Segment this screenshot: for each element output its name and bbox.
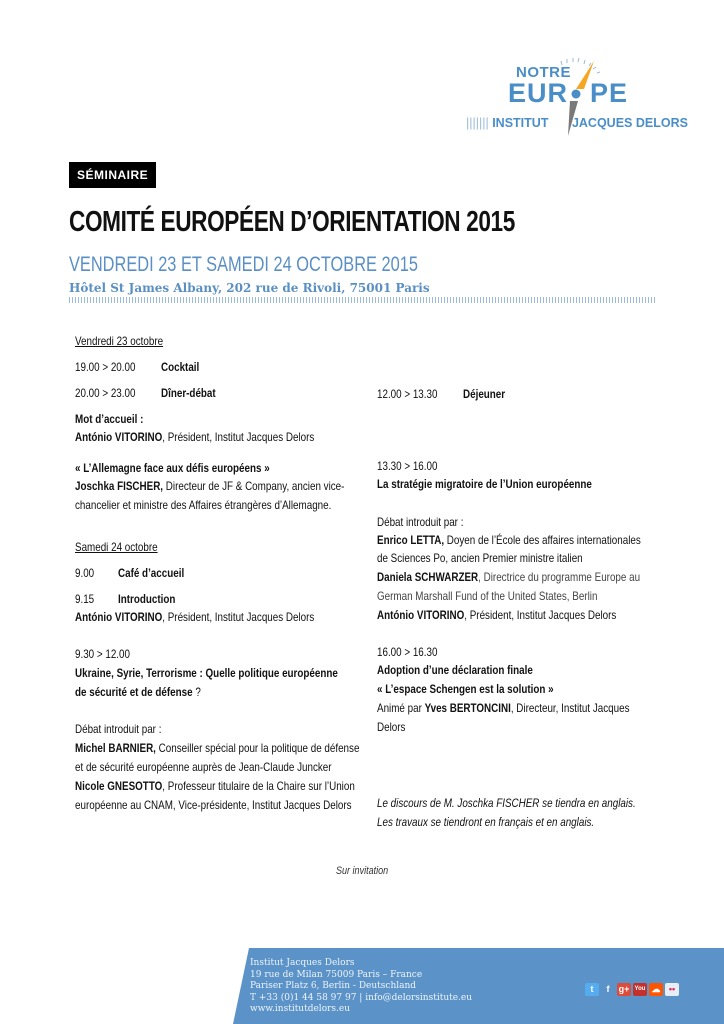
session-title-migration: La stratégie migratoire de l’Union européenne (377, 477, 592, 491)
session-title-security-cont (75, 684, 201, 700)
title-end: ? (192, 685, 201, 699)
speaker-role: , Président, Institut Jacques Delors (464, 608, 617, 622)
speaker-role: , Président, Institut Jacques Delors (162, 430, 315, 444)
session-title-diner: Dîner-débat (161, 386, 216, 400)
event-venue: Hôtel St James Albany, 202 rue de Rivoli, 75001 Paris (69, 281, 430, 295)
speaker-name: Yves BERTONCINI (424, 701, 511, 715)
day-heading-friday: Vendredi 23 octobre (75, 334, 164, 348)
panelist (377, 532, 641, 548)
dotted-divider (69, 297, 657, 303)
panelist-role-cont: européenne au CNAM, Vice-présidente, Institut Jacques Delors (75, 798, 352, 812)
speaker-name: Daniela SCHWARZER (377, 570, 479, 584)
session-quote: « L’espace Schengen est la solution » (377, 682, 554, 696)
logo-europe: EUR PE (508, 78, 629, 108)
footer-website[interactable]: www.institutdelors.eu (250, 1004, 351, 1014)
invitation-note: Sur invitation (336, 865, 389, 877)
session-time: 20.00 > 23.00 (75, 386, 136, 400)
panelist (377, 607, 616, 623)
footer-address-berlin: Pariser Platz 6, Berlin - Deutschland (250, 981, 417, 991)
social-icons (585, 983, 679, 996)
footer-org: Institut Jacques Delors (250, 958, 355, 968)
session-time: 12.00 > 13.30 (377, 387, 438, 401)
youtube-icon[interactable]: You (633, 983, 647, 996)
language-note-2: Les travaux se tiendront en français et en anglais. (377, 815, 595, 829)
footer-address-paris: 19 rue de Milan 75009 Paris – France (250, 969, 423, 980)
intro-speaker (75, 609, 314, 625)
speaker-role: , Professeur titulaire de la Chaire sur l’Union (162, 779, 355, 793)
speaker-role: , Directrice du programme Europe au (478, 570, 641, 584)
moderator-label: Animé par (377, 701, 425, 715)
logo-institut: ||||||| INSTITUT JACQUES DELORS (466, 116, 688, 130)
speaker-name: António VITORINO (75, 610, 163, 624)
session-time: 19.00 > 20.00 (75, 360, 136, 374)
google-plus-icon[interactable]: g+ (618, 984, 630, 994)
moderator (377, 700, 629, 716)
moderator-role-cont: Delors (377, 720, 406, 734)
language-note-1: Le discours de M. Joschka FISCHER se tiendra en anglais. (377, 796, 636, 810)
session-title-lunch: Déjeuner (463, 387, 506, 401)
speech-speaker-role-cont: chancelier et ministre des Affaires étrangères d’Allemagne. (75, 498, 332, 512)
panelist (75, 740, 359, 756)
speaker-name: António VITORINO (377, 608, 465, 622)
session-time: 16.00 > 16.30 (377, 645, 438, 659)
speaker-role: Doyen de l’École des affaires internationales (444, 533, 641, 547)
session-time: 9.30 > 12.00 (75, 647, 130, 661)
speaker-name: Michel BARNIER, (75, 741, 156, 755)
panelist (377, 569, 640, 585)
panelist-role-cont: de Sciences Po, ancien Premier ministre italien (377, 551, 583, 565)
session-title-declaration: Adoption d’une déclaration finale (377, 663, 533, 677)
panelist (75, 778, 355, 794)
welcome-label: Mot d’accueil : (75, 412, 144, 426)
session-title-intro: Introduction (118, 592, 176, 606)
title-text: de sécurité et de défense (75, 685, 193, 699)
logo-notre: NOTRE (516, 64, 571, 81)
debate-label: Débat introduit par : (377, 515, 464, 529)
panelist-role-cont: German Marshall Fund of the United States, Berlin (377, 589, 598, 603)
session-time: 9.15 (75, 592, 95, 606)
debate-label: Débat introduit par : (75, 722, 162, 736)
soundcloud-icon[interactable]: ☁ (649, 983, 663, 996)
speaker-name: Joschka FISCHER, (75, 479, 164, 493)
speaker-role: Directeur de JF & Company, ancien vice- (163, 479, 345, 493)
session-time: 13.30 > 16.00 (377, 459, 438, 473)
notre-europe-logo (466, 56, 688, 136)
welcome-speaker (75, 429, 314, 445)
flickr-icon[interactable]: •• (665, 983, 679, 996)
speaker-name: Enrico LETTA, (377, 533, 445, 547)
facebook-icon[interactable]: f (601, 983, 615, 996)
speaker-name: António VITORINO (75, 430, 163, 444)
panelist-role-cont: et de sécurité européenne auprès de Jean-Claude Juncker (75, 760, 332, 774)
speech-title: « L’Allemagne face aux défis européens » (75, 461, 270, 475)
session-title-security: Ukraine, Syrie, Terrorisme : Quelle politique européenne (75, 666, 338, 680)
footer-contact[interactable]: T +33 (0)1 44 58 97 97 | info@delorsinstitute.eu (250, 992, 473, 1003)
seminar-badge: SÉMINAIRE (69, 162, 156, 188)
page-title: COMITÉ EUROPÉEN D’ORIENTATION 2015 (69, 206, 515, 238)
twitter-icon[interactable]: t (585, 983, 599, 996)
event-dates: VENDREDI 23 ET SAMEDI 24 OCTOBRE 2015 (69, 253, 418, 276)
session-title-cocktail: Cocktail (161, 360, 200, 374)
day-heading-saturday: Samedi 24 octobre (75, 540, 158, 554)
speaker-role: Conseiller spécial pour la politique de défense (155, 741, 360, 755)
session-time: 9.00 (75, 566, 95, 580)
speaker-name: Nicole GNESOTTO (75, 779, 163, 793)
speech-speaker (75, 478, 344, 494)
speaker-role: , Directeur, Institut Jacques (510, 701, 630, 715)
session-title-cafe: Café d’accueil (118, 566, 185, 580)
speaker-role: , Président, Institut Jacques Delors (162, 610, 315, 624)
